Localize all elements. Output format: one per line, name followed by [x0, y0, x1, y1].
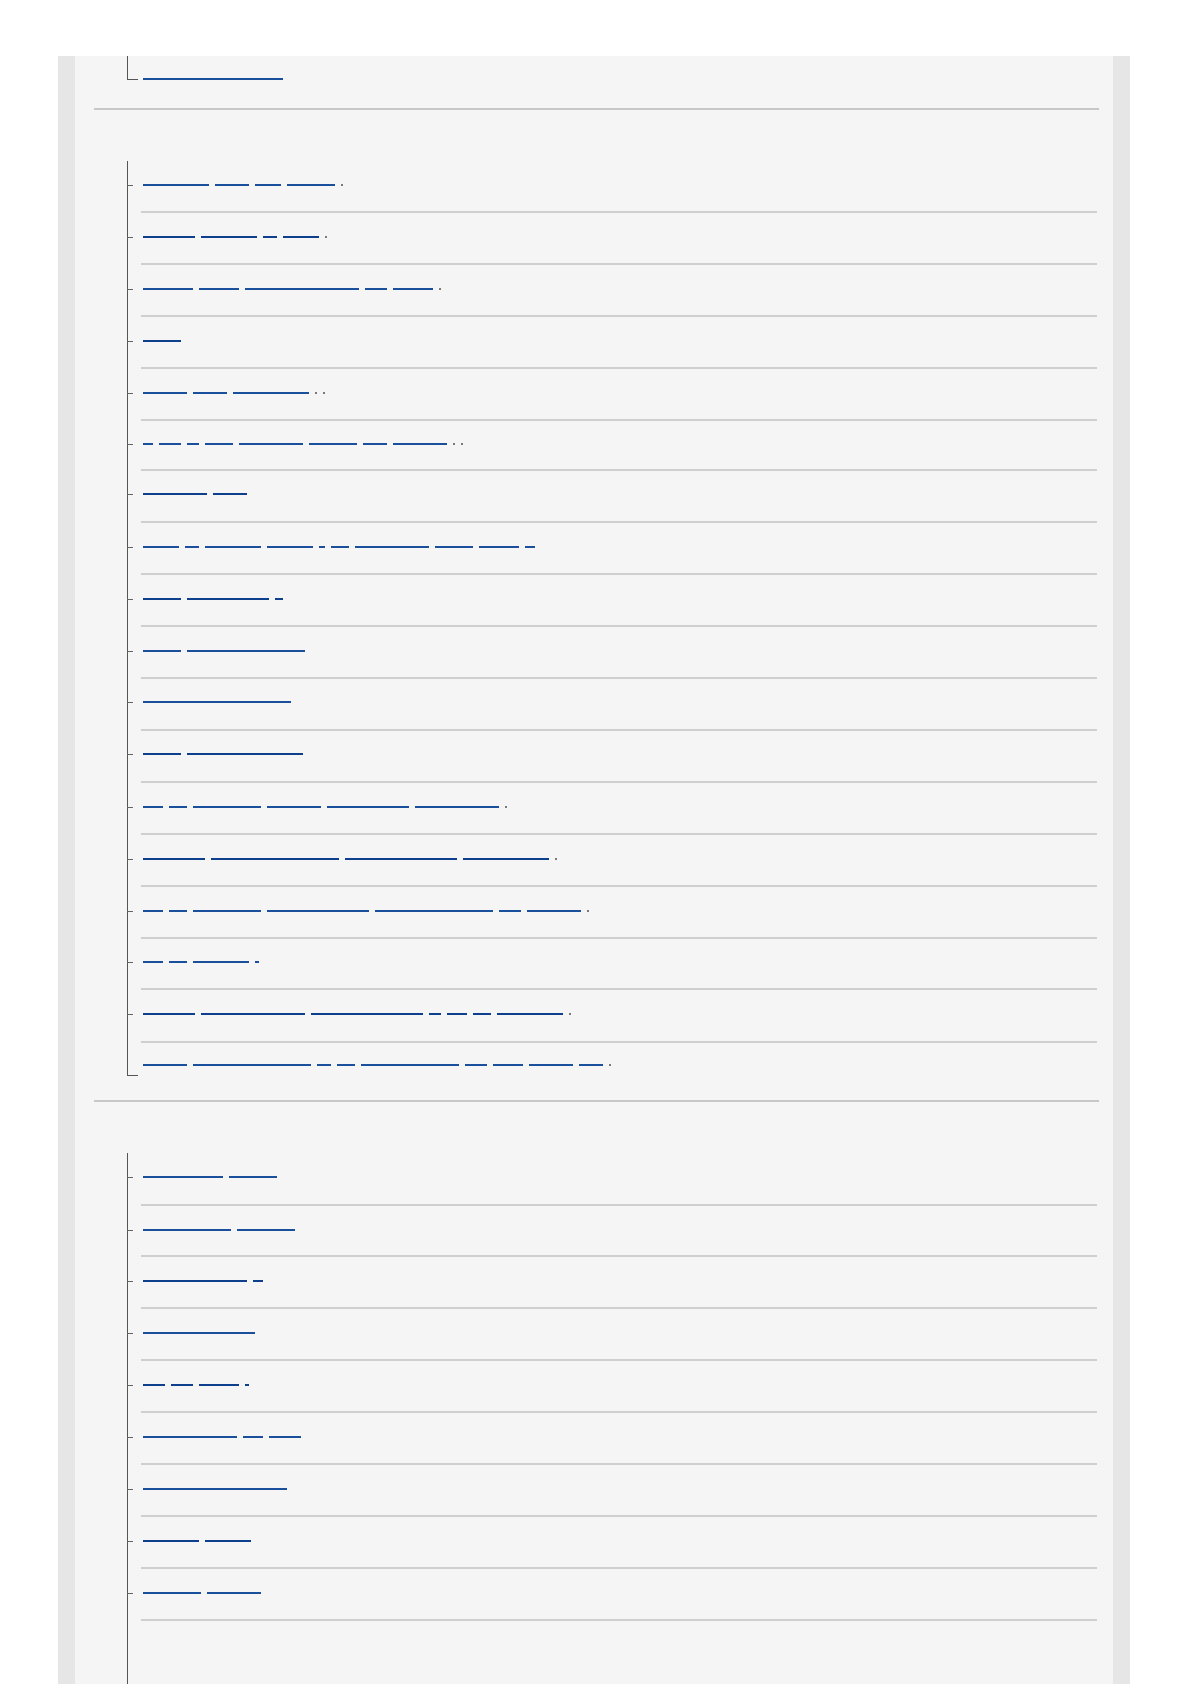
toc-link[interactable]	[143, 234, 327, 238]
tree-tick	[127, 289, 133, 290]
toc-link[interactable]	[143, 1434, 301, 1438]
toc-link[interactable]	[143, 1227, 295, 1231]
tree-tick	[127, 1333, 133, 1334]
row-divider	[141, 781, 1097, 783]
tree-tick	[127, 962, 133, 963]
row-divider	[141, 315, 1097, 317]
toc-link[interactable]	[143, 1486, 287, 1490]
toc-link[interactable]	[143, 390, 325, 394]
row-divider	[141, 469, 1097, 471]
row-divider	[141, 521, 1097, 523]
toc-link[interactable]	[143, 1174, 277, 1178]
tree-branch-end	[127, 1056, 138, 1076]
tree-tick	[127, 1177, 133, 1178]
toc-link[interactable]	[143, 959, 259, 963]
tree-tick	[127, 547, 133, 548]
toc-link[interactable]	[143, 908, 589, 912]
toc-link[interactable]	[143, 751, 303, 755]
tree-tick	[127, 1593, 133, 1594]
toc-link[interactable]	[143, 76, 283, 80]
row-divider	[141, 988, 1097, 990]
tree-tick	[127, 1489, 133, 1490]
row-divider	[141, 1359, 1097, 1361]
tree-tick	[127, 807, 133, 808]
tree-tick	[127, 1014, 133, 1015]
tree-tick	[127, 1385, 133, 1386]
row-divider	[141, 1307, 1097, 1309]
section-separator	[94, 108, 1099, 110]
toc-link[interactable]	[143, 596, 283, 600]
row-divider	[141, 367, 1097, 369]
row-divider	[141, 1411, 1097, 1413]
tree-tick	[127, 702, 133, 703]
toc-link[interactable]	[143, 544, 535, 548]
row-divider	[141, 1515, 1097, 1517]
tree-trunk	[127, 1153, 128, 1684]
toc-link[interactable]	[143, 804, 507, 808]
row-divider	[141, 625, 1097, 627]
row-divider	[141, 211, 1097, 213]
tree-tick	[127, 1281, 133, 1282]
toc-link[interactable]	[143, 856, 557, 860]
toc-link[interactable]	[143, 491, 247, 495]
tree-trunk	[127, 161, 128, 1075]
tree-tick	[127, 599, 133, 600]
row-divider	[141, 937, 1097, 939]
toc-link[interactable]	[143, 1382, 249, 1386]
row-divider	[141, 729, 1097, 731]
toc-link[interactable]	[143, 182, 343, 186]
row-divider	[141, 419, 1097, 421]
toc-link[interactable]	[143, 1538, 251, 1542]
tree-tick	[127, 1541, 133, 1542]
tree-tick	[127, 444, 133, 445]
toc-link[interactable]	[143, 1278, 263, 1282]
tree-tick	[127, 237, 133, 238]
tree-tick	[127, 393, 133, 394]
toc-link[interactable]	[143, 1062, 611, 1066]
tree-tick	[127, 1230, 133, 1231]
tree-branch-end	[127, 56, 138, 80]
tree-tick	[127, 1437, 133, 1438]
tree-tick	[127, 859, 133, 860]
tree-tick	[127, 911, 133, 912]
row-divider	[141, 1255, 1097, 1257]
toc-link[interactable]	[143, 338, 181, 342]
row-divider	[141, 1619, 1097, 1621]
toc-link[interactable]	[143, 286, 441, 290]
toc-link[interactable]	[143, 699, 291, 703]
row-divider	[141, 833, 1097, 835]
row-divider	[141, 263, 1097, 265]
row-divider	[141, 573, 1097, 575]
row-divider	[141, 677, 1097, 679]
tree-tick	[127, 341, 133, 342]
row-divider	[141, 1567, 1097, 1569]
document-page	[58, 56, 1130, 1684]
toc-link[interactable]	[143, 1011, 571, 1015]
row-divider	[141, 885, 1097, 887]
tree-tick	[127, 651, 133, 652]
toc-link[interactable]	[143, 441, 463, 445]
toc-link[interactable]	[143, 648, 305, 652]
row-divider	[141, 1041, 1097, 1043]
tree-tick	[127, 754, 133, 755]
row-divider	[141, 1204, 1097, 1206]
section-separator	[94, 1100, 1099, 1102]
row-divider	[141, 1463, 1097, 1465]
toc-link[interactable]	[143, 1590, 261, 1594]
toc-link[interactable]	[143, 1330, 255, 1334]
tree-tick	[127, 185, 133, 186]
tree-tick	[127, 494, 133, 495]
